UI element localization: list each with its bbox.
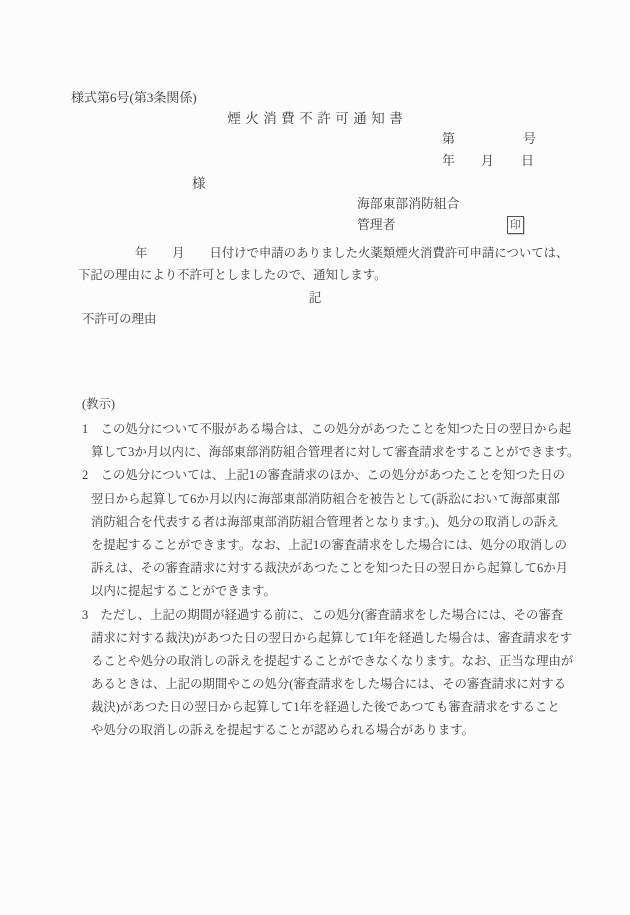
- kyoji-item-line: 1 この処分について不服がある場合は、この処分があつたことを知つた日の翌日から起: [82, 422, 572, 436]
- kyoji-item-line: や処分の取消しの訴えを提起することが認められる場合があります。: [91, 723, 475, 738]
- kyoji-item-line: 3 ただし、上記の期間が経過する前に、この処分(審査請求をした場合には、その審査: [82, 607, 564, 622]
- date-year-label: 年: [442, 153, 456, 168]
- body-text-line: 下記の理由により不許可としましたので、通知します。: [78, 268, 387, 282]
- kyoji-item-line: 2 この処分については、上記1の審査請求のほか、この処分があつたことを知つた日の: [82, 468, 565, 483]
- kyoji-item-line: 算して3か月以内に、海部東部消防組合管理者に対して審査請求をすることができます。: [91, 445, 580, 460]
- form-number-label: 様式第6号(第3条関係): [71, 90, 197, 105]
- kyoji-item-line: 以内に提起することができます。: [91, 584, 276, 599]
- doc-number-prefix: 第: [442, 131, 456, 146]
- kyoji-item-line: あるときは、上記の期間やこの処分(審査請求をした場合には、その審査請求に対する: [91, 677, 566, 692]
- kyoji-item-line: を提起することができます。なお、上記1の審査請求をした場合には、処分の取消しの: [91, 537, 568, 552]
- doc-number-suffix: 号: [523, 131, 537, 146]
- refusal-reason-label: 不許可の理由: [82, 312, 157, 326]
- kyoji-item-line: 訴えは、その審査請求に対する裁決があつたことを知つた日の翌日から起算して6か月: [91, 561, 569, 576]
- issuer-organization: 海部東部消防組合: [357, 197, 460, 211]
- kyoji-item-line: 消防組合を代表する者は海部東部消防組合管理者となります。)、処分の取消しの訴え: [91, 514, 559, 529]
- addressee-honorific: 様: [192, 176, 206, 191]
- seal-placeholder: 印: [507, 216, 524, 234]
- date-day-label: 日: [521, 153, 535, 168]
- kyoji-item-line: ることや処分の取消しの訴えを提起することができなくなります。なお、正当な理由が: [91, 653, 574, 668]
- kyoji-item-line: 裁決)があつた日の翌日から起算して1年を経過した後であつても審査請求をすること: [91, 700, 560, 715]
- kyoji-heading: (教示): [82, 397, 116, 411]
- kyoji-section: [82, 418, 582, 743]
- document-title: 煙火消費不許可通知書: [227, 111, 408, 126]
- kyoji-item-line: 翌日から起算して6か月以内に海部東部消防組合を被告として(訴訟において海部東部: [91, 491, 560, 506]
- record-mark: 記: [308, 291, 322, 305]
- kyoji-item-line: 請求に対する裁決)があつた日の翌日から起算して1年を経過した場合は、審査請求をす: [91, 630, 573, 645]
- body-text-line: 年 月 日付けで申請のありました火薬類煙火消費許可申請については、: [135, 246, 569, 260]
- date-month-label: 月: [481, 153, 495, 168]
- issuer-role: 管理者: [357, 218, 396, 232]
